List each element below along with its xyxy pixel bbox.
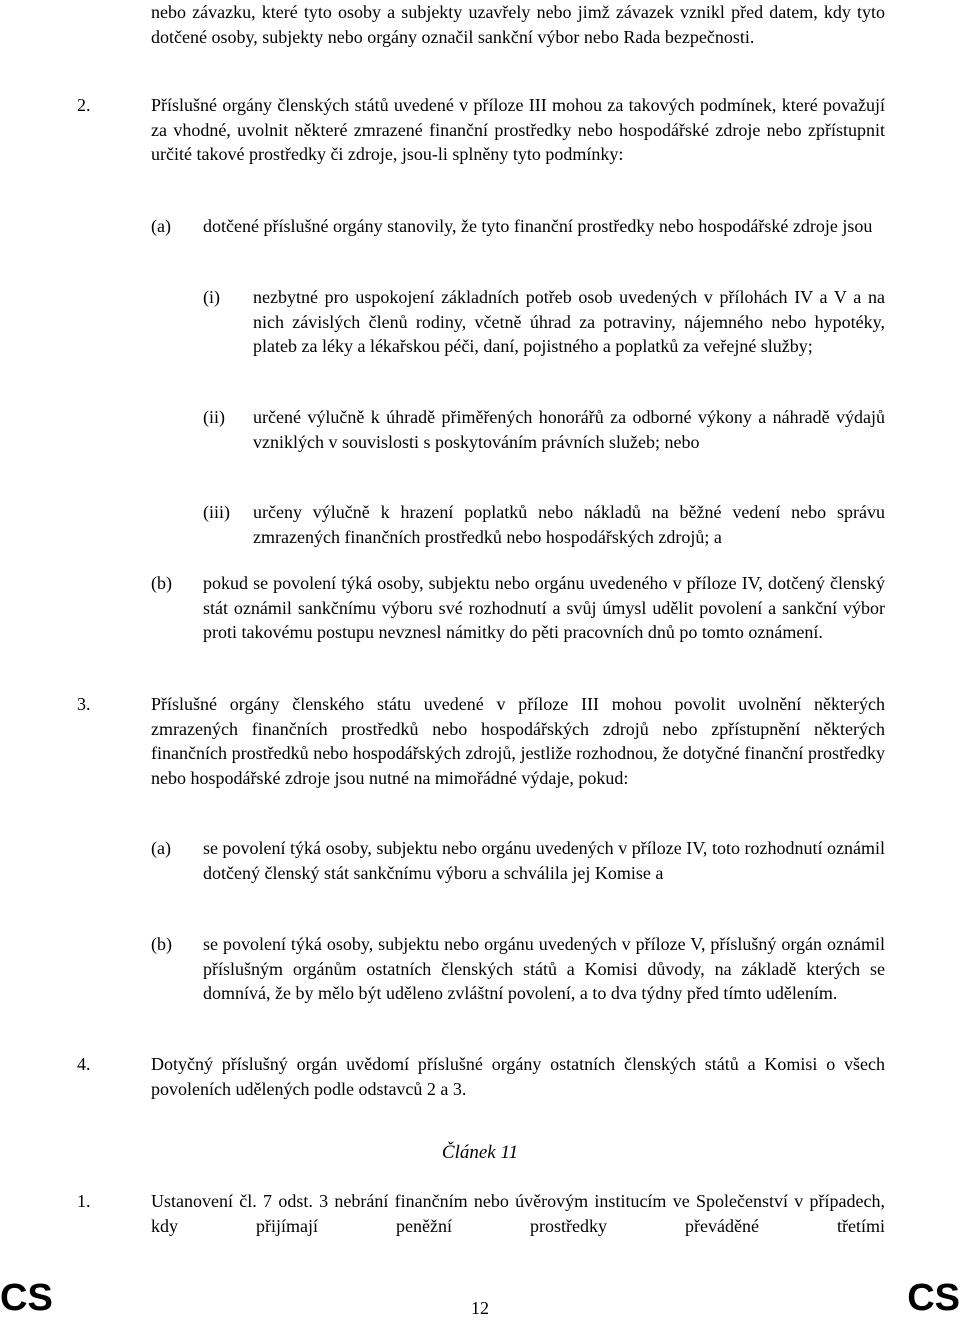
paragraph-text: Ustanovení čl. 7 odst. 3 nebrání finančním nebo úvěrovým institucím ve Společenství v případech, kdy přijímají peněžní prostředky převáděné třetími — [151, 1191, 885, 1236]
point-label: (a) — [151, 216, 171, 236]
article-heading: Článek 11 — [441, 1142, 519, 1163]
paragraph-text: Příslušné orgány členských států uvedené v příloze III mohou za takových podmínek, které považují za vhodné, uvolnit některé zmrazené finanční prostředky nebo hospodářské zdroje nebo zpřístupnit určité takové prostředky či zdroje, jsou-li splněny tyto podmínky: — [151, 95, 885, 164]
paragraph-text: Příslušné orgány členského státu uvedené v příloze III mohou povolit uvolnění některých zmrazených finančních prostředků nebo hospodářských zdrojů nebo zpřístupnění některých finančních prostředků nebo hospodářských zdrojů, jestliže rozhodnou, že dotyčné finanční prostředky nebo hospodářské zdroje jsou nutné na mimořádné výdaje, pokud: — [151, 694, 885, 788]
subpoint-text: určeny výlučně k hrazení poplatků nebo nákladů na běžné vedení nebo správu zmrazených finančních prostředků nebo hospodářských zdrojů; a — [253, 502, 885, 547]
page-number: 12 — [471, 1298, 489, 1318]
point-label: (b) — [151, 573, 172, 593]
footer-language-left: CS — [0, 1277, 53, 1319]
point-text: dotčené příslušné orgány stanovily, že tyto finanční prostředky nebo hospodářské zdroje jsou — [203, 216, 873, 236]
footer-language-right: CS — [907, 1277, 960, 1319]
point-label: (a) — [151, 838, 171, 858]
point-label: (b) — [151, 934, 172, 954]
paragraph-number: 4. — [77, 1054, 91, 1074]
point-text: se povolení týká osoby, subjektu nebo orgánu uvedených v příloze IV, toto rozhodnutí oznámil dotčený členský stát sankčnímu výboru a schválila jej Komise a — [203, 838, 885, 883]
continuation-paragraph: nebo závazku, které tyto osoby a subjekty uzavřely nebo jimž závazek vznikl před datem, kdy tyto dotčené osoby, subjekty nebo orgány označil sankční výbor nebo Rada bezpečnosti. — [151, 2, 885, 47]
subpoint-text: určené výlučně k úhradě přiměřených honorářů za odborné výkony a náhradě výdajů vzniklých v souvislosti s poskytováním právních služeb; nebo — [253, 407, 885, 452]
paragraph-text: Dotyčný příslušný orgán uvědomí příslušné orgány ostatních členských států a Komisi o všech povoleních udělených podle odstavců 2 a 3. — [151, 1054, 885, 1099]
point-text: se povolení týká osoby, subjektu nebo orgánu uvedených v příloze V, příslušný orgán oznámil příslušným orgánům ostatních členských států a Komisi důvody, na základě kterých se domnívá, že by mělo být uděleno zvláštní povolení, a to dva týdny před tímto udělením. — [203, 934, 885, 1003]
paragraph-number: 1. — [77, 1191, 91, 1211]
subpoint-label: (i) — [203, 287, 220, 307]
subpoint-text: nezbytné pro uspokojení základních potřeb osob uvedených v přílohách IV a V a na nich závislých členů rodiny, včetně úhrad za potraviny, nájemného nebo hypotéky, plateb za léky a lékařskou péči, daní, pojistného a poplatků za veřejné služby; — [253, 287, 885, 356]
paragraph-number: 2. — [77, 95, 91, 115]
subpoint-label: (ii) — [203, 407, 225, 427]
paragraph-number: 3. — [77, 694, 91, 714]
subpoint-label: (iii) — [203, 502, 230, 522]
point-text: pokud se povolení týká osoby, subjektu nebo orgánu uvedeného v příloze IV, dotčený členský stát oznámil sankčnímu výboru své rozhodnutí a svůj úmysl udělit povolení a sankční výbor proti takovému postupu nevznesl námitky do pěti pracovních dnů po tomto oznámení. — [203, 573, 885, 642]
